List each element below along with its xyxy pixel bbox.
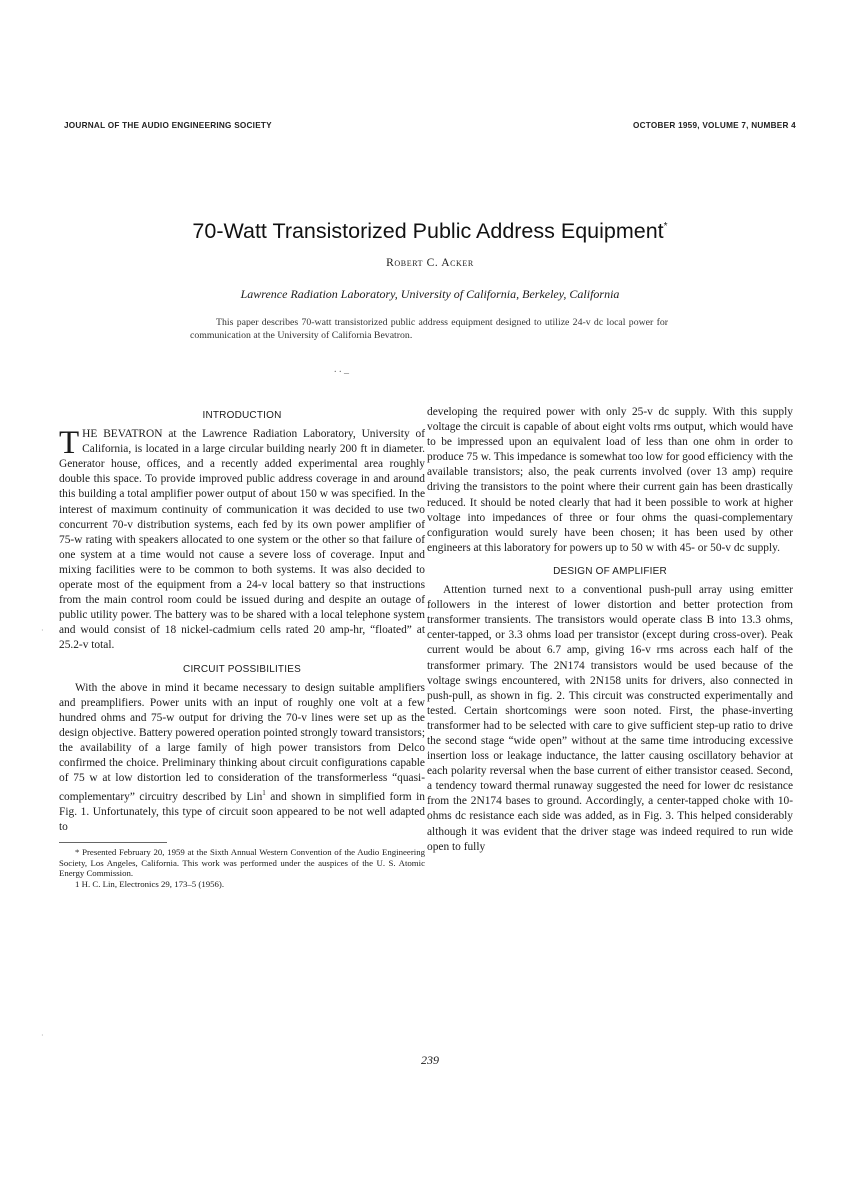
affiliation: Lawrence Radiation Laboratory, University of California, Berkeley, California xyxy=(240,287,620,301)
separator: . . _ xyxy=(334,364,349,375)
margin-mark: · xyxy=(41,626,44,635)
running-head-journal: JOURNAL OF THE AUDIO ENGINEERING SOCIETY xyxy=(64,121,272,130)
author: Robert C. Acker xyxy=(386,257,474,269)
running-head-issue: OCTOBER 1959, VOLUME 7, NUMBER 4 xyxy=(633,121,796,130)
drop-cap: T xyxy=(59,425,80,462)
heading-design-of-amplifier: DESIGN OF AMPLIFIER xyxy=(553,565,667,577)
margin-mark: · xyxy=(41,1031,44,1040)
design-paragraph: Attention turned next to a conventional push-pull array using emitter followers in the interest of lower distortion and better protection from transformer transients. The transistors would operate class B into 13.3 ohms, center-tapped, or 3.3 ohms load per transistor (except during cross-over). Peak current would be about 6.7 amp, giving 16-v rms across each half of the transformer primary. The 2N174 transistors would be used because of the voltage swings encountered, with 2N158 units for drivers, also connected in push-pull, as shown in fig. 2. This circuit was constructed experimentally and tested. Certain shortcomings were soon noted. First, the phase-inverting transformer had to be selected with care to give sufficient step-up ratio to drive the second stage “wide open” without at the same time introducing excessive insertion loss or leakage inductance, the latter causing oscillatory behavior at each polarity reversal when the base current of either transistor ceased. Second, a tendency toward thermal runaway suggested the need for lower dc resistance from the 2N174 bases to ground. Accordingly, a center-tapped choke with 10-ohms dc resistance each side was added, as in Fig. 3. This helped considerably although it was evident that the driver stage was indeed required to run wide open to fully xyxy=(427,584,793,853)
heading-introduction: INTRODUCTION xyxy=(202,410,282,421)
footnote-rule xyxy=(59,842,167,843)
heading-circuit-possibilities: CIRCUIT POSSIBILITIES xyxy=(183,663,301,675)
intro-text: HE BEVATRON at the Lawrence Radiation Laboratory, University of California, is located in a large circular building nearly 200 ft in diameter. Generator house, offices, and a recently added experimental area roughly double this space. To provide improved public address coverage in and around this building a total amplifier power output of about 150 w was specified. In the interest of maximum continuity of communication it was decided to use two concurrent 70-v distribution systems, each fed by its own power amplifier of 75-w rating with speakers allocated to one system or the other so that failure of one system at a time would not cause a severe loss of coverage. Input and mixing facilities were to be common to both systems. It was also decided to operate most of the equipment from a 24-v local battery so that instructions from the main control room could be issued during and despite an outage of public utility power. The battery was to be shared with a local telephone system and would consist of 18 nickel-cadmium cells rated 20 amp-hr, “floated” at 25.2-v total. xyxy=(59,428,425,652)
ref-marker-1: 1 xyxy=(262,789,266,798)
continuation-paragraph: developing the required power with only 25-v dc supply. With this supply voltage the circuit is capable of about eight volts rms output, which would have to be impressed upon an equivalent load of less than one ohm in order to produce 75 w. This impedance is somewhat too low for good efficiency with the available transistors; also, the peak currents involved (over 13 amp) require driving the transistors to the point where their current gain has been drastically reduced. It should be noted clearly that had it been possible to work at higher voltage into impedances of three or four ohms the quasi-complementary configuration would surely have been chosen; it has been used by other engineers at this laboratory for powers up to 50 w with 45- or 50-v dc supply. xyxy=(427,406,793,554)
circuit-text-a: With the above in mind it became necessary to design suitable amplifiers and preamplifiers. Power units with an input of roughly one volt at a few hundred ohms and 75-w output for driving the 70-v lines were set up as the design objective. Battery powered operation pointed strongly toward transistors; the availability of a large family of high power transistors from Delco confirmed the choice. Preliminary thinking about circuit configurations capable of 75 w at low distortion led to consideration of the transformerless “quasi-complementary” circuitry described by Lin xyxy=(59,681,425,804)
abstract: This paper describes 70-watt transistorized public address equipment designed to utilize 24-v dc local power for communication at the University of California Bevatron. xyxy=(190,317,668,341)
page-number: 239 xyxy=(421,1053,439,1067)
right-column xyxy=(427,405,793,855)
title-text: 70-Watt Transistorized Public Address Equipment xyxy=(192,219,664,243)
article-title xyxy=(0,219,860,244)
footnote-reference-1: 1 H. C. Lin, Electronics 29, 173–5 (1956). xyxy=(75,878,225,889)
left-column xyxy=(59,404,425,889)
circuit-text-b: and shown in simplified form in Fig. 1. Unfortunately, this type of circuit soon appeared to be not well adapted to xyxy=(59,791,425,834)
intro-paragraph xyxy=(59,427,425,653)
footnote-presented: * Presented February 20, 1959 at the Sixth Annual Western Convention of the Audio Engineering Society, Los Angeles, California. This work was performed under the auspices of the U. S. Atomic Energy Commission. xyxy=(59,847,425,879)
circuit-paragraph xyxy=(59,681,425,836)
title-footnote-mark: * xyxy=(663,221,668,232)
